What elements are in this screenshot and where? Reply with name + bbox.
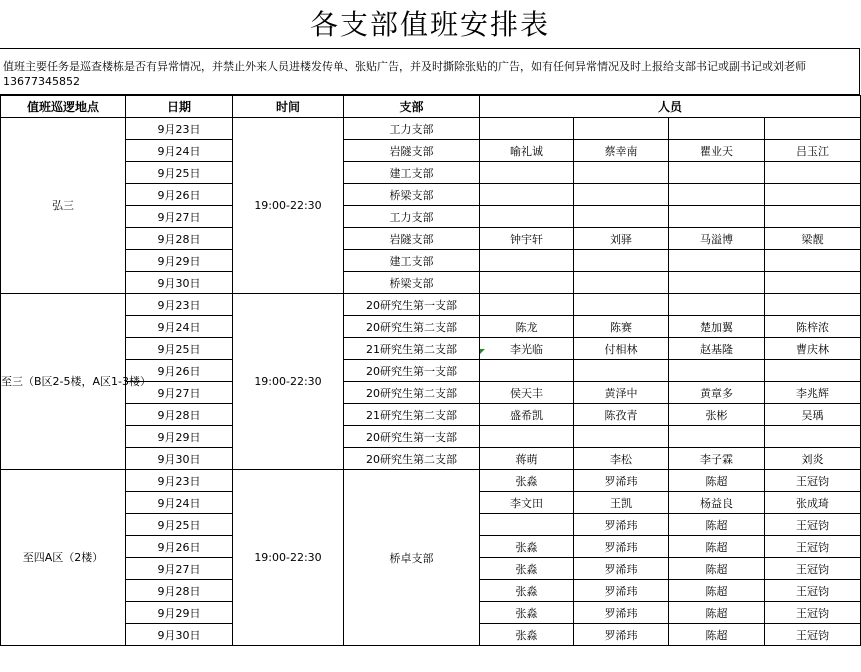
person-cell[interactable]: 陈超	[669, 514, 765, 536]
branch-cell[interactable]: 桥卓支部	[344, 470, 480, 646]
branch-cell[interactable]: 建工支部	[344, 162, 480, 184]
time-cell[interactable]: 19:00-22:30	[233, 294, 344, 470]
person-cell[interactable]	[669, 426, 765, 448]
date-text: 9月25日	[157, 342, 201, 356]
person-cell[interactable]: 黄章多	[669, 382, 765, 404]
person-cell[interactable]: 陈孜青	[574, 404, 669, 426]
person-cell[interactable]	[480, 250, 574, 272]
person-cell[interactable]: 陈超	[669, 536, 765, 558]
person-cell[interactable]: 罗浠玮	[574, 624, 669, 646]
person-cell[interactable]: 王冠钧	[765, 536, 861, 558]
person-cell[interactable]: 陈超	[669, 470, 765, 492]
date-cell[interactable]	[126, 140, 233, 162]
person-cell[interactable]: 王冠钧	[765, 558, 861, 580]
date-text: 9月30日	[157, 276, 201, 290]
person-cell[interactable]	[480, 162, 574, 184]
person-cell[interactable]: 王冠钧	[765, 580, 861, 602]
branch-cell[interactable]: 20研究生第二支部	[344, 448, 480, 470]
location-cell[interactable]: 至三（B区2-5楼，A区1-3楼）	[1, 294, 126, 470]
person-cell[interactable]: 罗浠玮	[574, 580, 669, 602]
person-cell[interactable]: 陈超	[669, 624, 765, 646]
date-text: 9月23日	[157, 122, 201, 136]
person-cell[interactable]: 张成琦	[765, 492, 861, 514]
person-cell[interactable]: 李文田	[480, 492, 574, 514]
person-cell[interactable]	[480, 360, 574, 382]
person-cell[interactable]	[669, 250, 765, 272]
branch-cell[interactable]: 桥梁支部	[344, 184, 480, 206]
person-cell[interactable]: 侯天丰	[480, 382, 574, 404]
location-cell[interactable]: 弘三	[1, 118, 126, 294]
date-text: 9月24日	[157, 320, 201, 334]
person-cell[interactable]: 张淼	[480, 558, 574, 580]
date-cell[interactable]	[126, 514, 233, 536]
date-cell[interactable]	[126, 602, 233, 624]
person-cell[interactable]: 张淼	[480, 536, 574, 558]
person-cell[interactable]: 李子霖	[669, 448, 765, 470]
table-row	[1, 294, 861, 316]
person-cell[interactable]: 刘炎	[765, 448, 861, 470]
date-text: 9月26日	[157, 364, 201, 378]
location-cell[interactable]: 至四A区（2楼）	[1, 470, 126, 646]
branch-cell[interactable]: 20研究生第一支部	[344, 426, 480, 448]
person-cell[interactable]	[669, 118, 765, 140]
date-cell[interactable]	[126, 580, 233, 602]
person-cell[interactable]: 瞿业天	[669, 140, 765, 162]
person-cell[interactable]: 李光临	[480, 338, 574, 360]
person-cell[interactable]: 张彬	[669, 404, 765, 426]
person-cell[interactable]: 张淼	[480, 580, 574, 602]
person-cell[interactable]: 罗浠玮	[574, 514, 669, 536]
person-cell[interactable]	[480, 514, 574, 536]
person-cell[interactable]: 曹庆林	[765, 338, 861, 360]
person-cell[interactable]: 蔡幸南	[574, 140, 669, 162]
person-cell[interactable]	[574, 250, 669, 272]
person-cell[interactable]: 王凯	[574, 492, 669, 514]
person-cell[interactable]	[765, 250, 861, 272]
date-text: 9月25日	[157, 166, 201, 180]
person-cell[interactable]	[765, 272, 861, 294]
table-row	[1, 338, 861, 360]
date-text: 9月28日	[157, 584, 201, 598]
person-cell[interactable]: 楚加翼	[669, 316, 765, 338]
person-cell[interactable]: 盛希凯	[480, 404, 574, 426]
person-cell[interactable]	[765, 184, 861, 206]
person-cell[interactable]	[669, 162, 765, 184]
person-cell[interactable]: 张淼	[480, 624, 574, 646]
date-cell[interactable]	[126, 536, 233, 558]
person-cell[interactable]	[669, 360, 765, 382]
person-cell[interactable]: 吕玉江	[765, 140, 861, 162]
table-row	[1, 272, 861, 294]
date-cell[interactable]	[126, 250, 233, 272]
time-cell[interactable]: 19:00-22:30	[233, 470, 344, 646]
header-branch[interactable]: 支部	[344, 96, 480, 118]
duty-table	[0, 95, 861, 646]
branch-cell[interactable]: 20研究生第二支部	[344, 316, 480, 338]
date-text: 9月30日	[157, 452, 201, 466]
header-people[interactable]: 人员	[480, 96, 861, 118]
person-cell[interactable]	[574, 360, 669, 382]
person-cell[interactable]	[765, 162, 861, 184]
person-cell[interactable]	[480, 294, 574, 316]
person-cell[interactable]	[765, 426, 861, 448]
branch-cell[interactable]: 岩隧支部	[344, 140, 480, 162]
date-cell[interactable]	[126, 404, 233, 426]
branch-cell[interactable]: 建工支部	[344, 250, 480, 272]
date-text: 9月29日	[157, 254, 201, 268]
person-cell[interactable]: 罗浠玮	[574, 470, 669, 492]
table-row	[1, 404, 861, 426]
branch-cell[interactable]: 20研究生第一支部	[344, 360, 480, 382]
person-cell[interactable]: 钟宇轩	[480, 228, 574, 250]
person-cell[interactable]: 王冠钧	[765, 514, 861, 536]
branch-cell[interactable]: 工力支部	[344, 206, 480, 228]
person-cell[interactable]	[574, 162, 669, 184]
table-row	[1, 316, 861, 338]
person-cell[interactable]: 陈龙	[480, 316, 574, 338]
table-row	[1, 140, 861, 162]
person-cell[interactable]: 陈超	[669, 558, 765, 580]
person-cell[interactable]: 张淼	[480, 470, 574, 492]
person-cell[interactable]: 吴瑀	[765, 404, 861, 426]
date-cell[interactable]	[126, 162, 233, 184]
person-cell[interactable]	[574, 272, 669, 294]
date-cell[interactable]	[126, 448, 233, 470]
date-text: 9月26日	[157, 540, 201, 554]
cell-comment-marker[interactable]	[480, 349, 485, 354]
table-row	[1, 250, 861, 272]
table-row	[1, 206, 861, 228]
person-cell[interactable]	[480, 426, 574, 448]
date-cell[interactable]	[126, 184, 233, 206]
date-text: 9月26日	[157, 188, 201, 202]
date-cell[interactable]	[126, 294, 233, 316]
person-cell[interactable]	[765, 118, 861, 140]
date-text: 9月23日	[157, 298, 201, 312]
person-cell[interactable]: 罗浠玮	[574, 558, 669, 580]
person-cell[interactable]: 王冠钧	[765, 602, 861, 624]
date-text: 9月29日	[157, 430, 201, 444]
date-cell[interactable]	[126, 426, 233, 448]
person-cell[interactable]: 李兆辉	[765, 382, 861, 404]
person-cell[interactable]	[669, 184, 765, 206]
date-cell[interactable]	[126, 558, 233, 580]
branch-cell[interactable]: 20研究生第一支部	[344, 294, 480, 316]
date-cell[interactable]	[126, 118, 233, 140]
person-cell[interactable]: 陈梓浓	[765, 316, 861, 338]
sheet-title: 各支部值班安排表	[0, 0, 860, 49]
person-cell[interactable]	[574, 184, 669, 206]
person-cell[interactable]: 马溢博	[669, 228, 765, 250]
branch-cell[interactable]: 桥梁支部	[344, 272, 480, 294]
person-cell[interactable]: 刘驿	[574, 228, 669, 250]
person-cell[interactable]	[765, 360, 861, 382]
date-cell[interactable]	[126, 316, 233, 338]
date-cell[interactable]	[126, 470, 233, 492]
date-text: 9月24日	[157, 144, 201, 158]
person-cell[interactable]: 杨益良	[669, 492, 765, 514]
branch-cell[interactable]: 21研究生第二支部	[344, 404, 480, 426]
date-text: 9月28日	[157, 408, 201, 422]
header-time[interactable]: 时间	[233, 96, 344, 118]
branch-cell[interactable]: 工力支部	[344, 118, 480, 140]
header-date[interactable]: 日期	[126, 96, 233, 118]
person-cell[interactable]: 罗浠玮	[574, 536, 669, 558]
person-cell[interactable]: 李松	[574, 448, 669, 470]
branch-cell[interactable]: 21研究生第二支部	[344, 338, 480, 360]
date-cell[interactable]	[126, 338, 233, 360]
person-cell[interactable]: 罗浠玮	[574, 602, 669, 624]
person-cell[interactable]: 梁靓	[765, 228, 861, 250]
person-cell[interactable]: 赵基隆	[669, 338, 765, 360]
person-cell[interactable]	[765, 206, 861, 228]
date-cell[interactable]	[126, 624, 233, 646]
person-cell[interactable]	[480, 272, 574, 294]
table-row	[1, 118, 861, 140]
date-text: 9月30日	[157, 628, 201, 642]
date-cell[interactable]	[126, 492, 233, 514]
table-row	[1, 470, 861, 492]
person-cell[interactable]	[669, 206, 765, 228]
person-cell[interactable]	[480, 184, 574, 206]
person-cell[interactable]	[765, 294, 861, 316]
table-row	[1, 162, 861, 184]
person-cell[interactable]	[480, 206, 574, 228]
person-cell[interactable]	[480, 118, 574, 140]
date-cell[interactable]	[126, 206, 233, 228]
person-cell[interactable]	[669, 272, 765, 294]
table-row	[1, 448, 861, 470]
person-cell[interactable]	[574, 426, 669, 448]
branch-cell[interactable]: 20研究生第二支部	[344, 382, 480, 404]
person-cell[interactable]: 喻礼诚	[480, 140, 574, 162]
person-cell[interactable]: 陈赛	[574, 316, 669, 338]
date-text: 9月28日	[157, 232, 201, 246]
duty-notice: 值班主要任务是巡查楼栋是否有异常情况，并禁止外来人员进楼发传单、张贴广告，并及时撕除张贴的广告，如有任何异常情况及时上报给支部书记或副书记或刘老师13677345852	[0, 49, 860, 95]
time-cell[interactable]: 19:00-22:30	[233, 118, 344, 294]
date-text: 9月27日	[157, 210, 201, 224]
header-location[interactable]: 值班巡逻地点	[1, 96, 126, 118]
person-cell[interactable]: 张淼	[480, 602, 574, 624]
date-text: 9月23日	[157, 474, 201, 488]
person-cell[interactable]: 黄泽中	[574, 382, 669, 404]
person-cell[interactable]	[574, 294, 669, 316]
date-text: 9月25日	[157, 518, 201, 532]
table-row	[1, 228, 861, 250]
date-text: 9月24日	[157, 496, 201, 510]
table-row	[1, 184, 861, 206]
table-header-row	[1, 96, 861, 118]
table-row	[1, 426, 861, 448]
person-cell[interactable]: 陈超	[669, 602, 765, 624]
person-cell[interactable]: 付相林	[574, 338, 669, 360]
date-text: 9月29日	[157, 606, 201, 620]
person-cell[interactable]: 王冠钧	[765, 624, 861, 646]
person-cell[interactable]	[669, 294, 765, 316]
person-cell[interactable]	[574, 206, 669, 228]
table-body	[1, 118, 861, 646]
date-text: 9月27日	[157, 386, 201, 400]
date-cell[interactable]	[126, 228, 233, 250]
person-cell[interactable]: 陈超	[669, 580, 765, 602]
person-cell[interactable]: 蒋萌	[480, 448, 574, 470]
person-cell[interactable]	[574, 118, 669, 140]
date-cell[interactable]	[126, 272, 233, 294]
person-cell[interactable]: 王冠钧	[765, 470, 861, 492]
date-text: 9月27日	[157, 562, 201, 576]
branch-cell[interactable]: 岩隧支部	[344, 228, 480, 250]
